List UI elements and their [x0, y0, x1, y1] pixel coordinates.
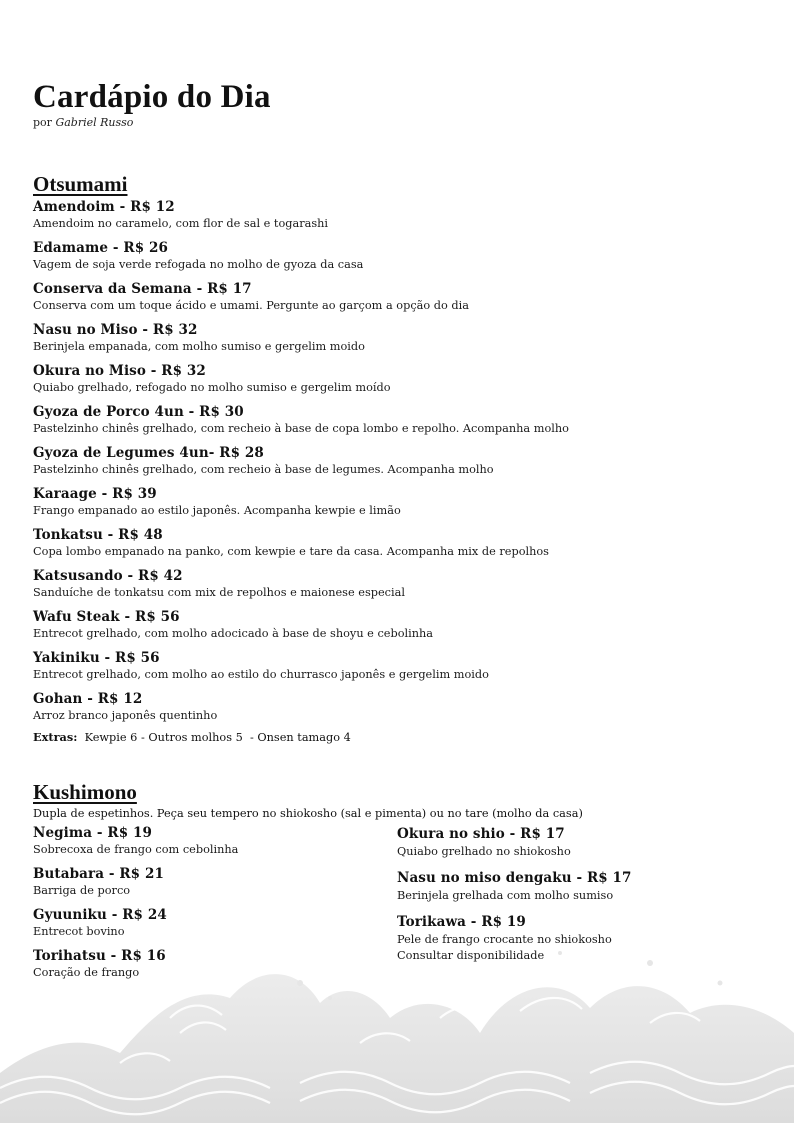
item-description: Pastelzinho chinês grelhado, com recheio à base de copa lombo e repolho. Acompanha molho	[33, 422, 569, 435]
item-description: Vagem de soja verde refogada no molho de gyoza da casa	[33, 258, 364, 271]
item-name: Gyoza de Porco 4un - R$ 30	[33, 404, 244, 420]
item-name: Nasu no Miso - R$ 32	[33, 322, 198, 338]
item-description: Barriga de porco	[33, 884, 131, 897]
menu-item	[33, 608, 763, 641]
menu-item	[397, 868, 761, 904]
menu-item	[33, 690, 763, 723]
item-description: Pele de frango crocante no shiokosho	[397, 933, 612, 946]
item-name: Amendoim - R$ 12	[33, 199, 175, 215]
item-name: Torikawa - R$ 19	[397, 914, 526, 930]
byline-prefix: por	[33, 116, 52, 129]
menu-item	[33, 444, 763, 477]
item-description: Frango empanado ao estilo japonês. Acompanha kewpie e limão	[33, 504, 401, 517]
byline-author: Gabriel Russo	[55, 116, 134, 129]
menu-item	[33, 567, 763, 600]
item-description: Quiabo grelhado, refogado no molho sumiso e gergelim moído	[33, 381, 391, 394]
menu-item	[33, 321, 763, 354]
item-description: Sanduíche de tonkatsu com mix de repolhos e maionese especial	[33, 586, 405, 599]
item-name: Gohan - R$ 12	[33, 691, 143, 707]
page-title: Cardápio do Dia	[33, 79, 271, 115]
item-description: Pastelzinho chinês grelhado, com recheio à base de legumes. Acompanha molho	[33, 463, 494, 476]
menu-item	[33, 280, 763, 313]
menu-item	[33, 865, 397, 898]
kushimono-left-column	[33, 824, 397, 988]
menu-item	[33, 906, 397, 939]
item-name: Torihatsu - R$ 16	[33, 948, 166, 964]
kushimono-columns	[33, 824, 763, 988]
menu-item	[33, 198, 763, 231]
item-description: Entrecot bovino	[33, 925, 125, 938]
section-otsumami	[33, 171, 763, 745]
menu-item	[33, 403, 763, 436]
item-description: Arroz branco japonês quentinho	[33, 709, 218, 722]
item-name: Wafu Steak - R$ 56	[33, 609, 180, 625]
item-description: Berinjela grelhada com molho sumiso	[397, 889, 614, 902]
item-description: Copa lombo empanado na panko, com kewpie e tare da casa. Acompanha mix de repolhos	[33, 545, 549, 558]
extras-text: Kewpie 6 - Outros molhos 5 - Onsen tamago 4	[84, 731, 351, 744]
item-description: Sobrecoxa de frango com cebolinha	[33, 843, 239, 856]
byline	[33, 116, 763, 130]
item-name: Negima - R$ 19	[33, 825, 153, 841]
section-title-otsumami: Otsumami	[33, 172, 128, 196]
menu-item	[33, 362, 763, 395]
item-name: Conserva da Semana - R$ 17	[33, 281, 252, 297]
menu-item	[33, 824, 397, 857]
menu-item	[33, 239, 763, 272]
item-description: Berinjela empanada, com molho sumiso e gergelim moido	[33, 340, 365, 353]
menu-item	[33, 947, 397, 980]
item-name: Gyuuniku - R$ 24	[33, 907, 167, 923]
item-name: Nasu no miso dengaku - R$ 17	[397, 870, 632, 886]
menu-content	[33, 78, 763, 988]
menu-item	[397, 912, 761, 964]
item-note: Consultar disponibilidade	[397, 949, 545, 962]
item-name: Karaage - R$ 39	[33, 486, 157, 502]
item-name: Okura no Miso - R$ 32	[33, 363, 206, 379]
item-name: Butabara - R$ 21	[33, 866, 164, 882]
extras-label: Extras:	[33, 730, 78, 744]
menu-item	[33, 485, 763, 518]
menu-item	[397, 824, 761, 860]
item-description: Conserva com um toque ácido e umami. Pergunte ao garçom a opção do dia	[33, 299, 469, 312]
item-description: Quiabo grelhado no shiokosho	[397, 845, 571, 858]
item-name: Okura no shio - R$ 17	[397, 826, 565, 842]
kushimono-intro: Dupla de espetinhos. Peça seu tempero no shiokosho (sal e pimenta) ou no tare (molho da casa)	[33, 807, 583, 820]
item-description: Entrecot grelhado, com molho adocicado à base de shoyu e cebolinha	[33, 627, 434, 640]
item-description: Amendoim no caramelo, com flor de sal e togarashi	[33, 217, 329, 230]
section-kushimono	[33, 779, 763, 988]
section-title-kushimono: Kushimono	[33, 780, 137, 804]
menu-item	[33, 649, 763, 682]
item-name: Katsusando - R$ 42	[33, 568, 183, 584]
item-name: Gyoza de Legumes 4un- R$ 28	[33, 445, 264, 461]
kushimono-right-column	[397, 824, 761, 988]
otsumami-list	[33, 198, 763, 723]
item-name: Edamame - R$ 26	[33, 240, 168, 256]
item-name: Yakiniku - R$ 56	[33, 650, 160, 666]
item-name: Tonkatsu - R$ 48	[33, 527, 163, 543]
menu-item	[33, 526, 763, 559]
item-description: Entrecot grelhado, com molho ao estilo do churrasco japonês e gergelim moido	[33, 668, 489, 681]
item-description: Coração de frango	[33, 966, 140, 979]
extras-line	[33, 730, 763, 745]
